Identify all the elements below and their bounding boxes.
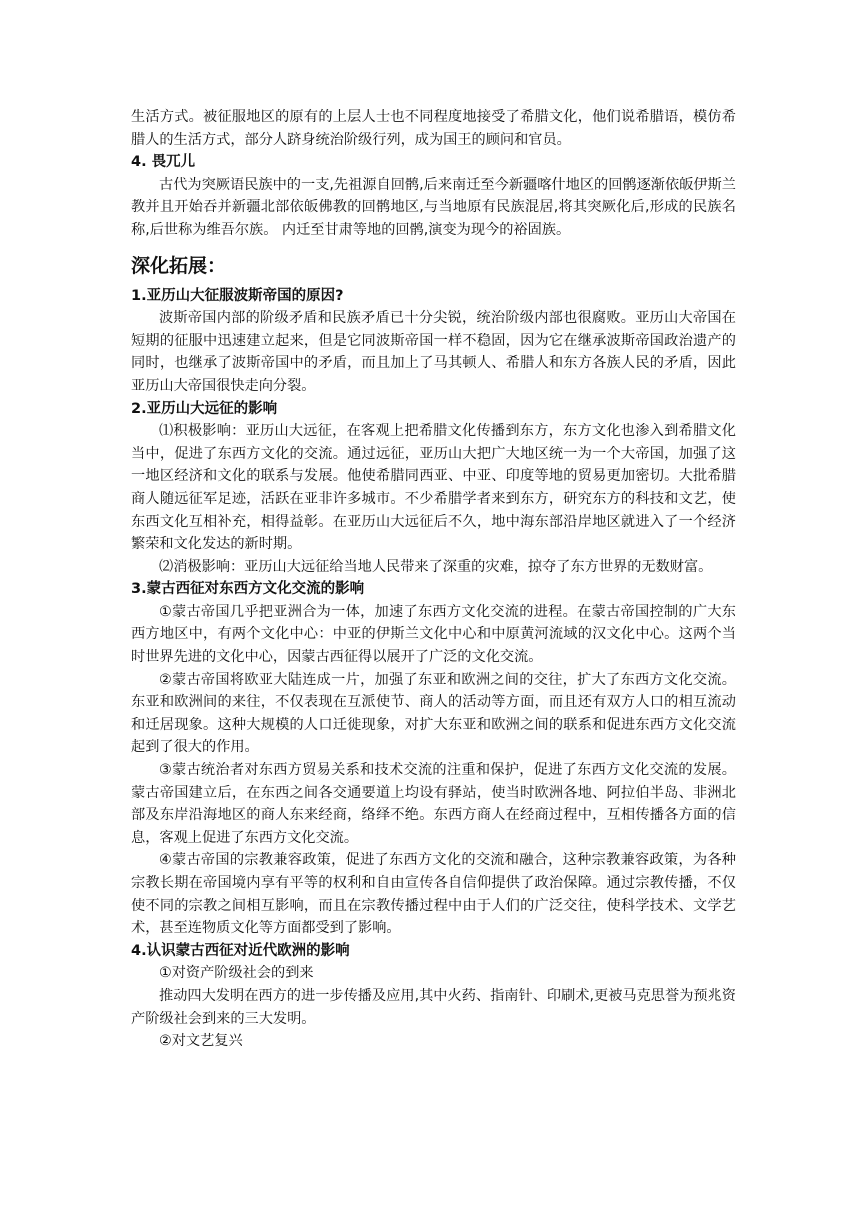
answer-paragraph: ②蒙古帝国将欧亚大陆连成一片，加强了东亚和欧洲之间的交往，扩大了东西方文化交流。东亚和欧洲间的来往，不仅表现在互派使节、商人的活动等方面，而且还有双方人口的相互流动和迁居现象。这种大规模的人口迁徙现象，对扩大东亚和欧洲之间的联系和促进东西方文化交流起到了很大的作用。: [131, 671, 736, 756]
section-title: 深化拓展：: [131, 254, 227, 277]
term-heading: 4. 畏兀儿: [131, 154, 196, 171]
text-column: [131, 106, 736, 1053]
question-heading: 2.亚历山大远征的影响: [131, 400, 278, 417]
intro-paragraph: 生活方式。被征服地区的原有的上层人士也不同程度地接受了希腊文化，他们说希腊语，模仿希腊人的生活方式，部分人跻身统治阶级行列，成为国王的顾问和官员。: [131, 109, 736, 148]
answer-paragraph: ③蒙古统治者对东西方贸易关系和技术交流的注重和保护，促进了东西方文化交流的发展。蒙古帝国建立后，在东西之间各交通要道上均设有驿站，使当时欧洲各地、阿拉伯半岛、非洲北部及东岸沿海地区的商人东来经商，络绎不绝。东西方商人在经商过程中，互相传播各方面的信息，客观上促进了东西方文化交流。: [131, 762, 736, 846]
answer-paragraph: 波斯帝国内部的阶级矛盾和民族矛盾已十分尖锐，统治阶级内部也很腐败。亚历山大帝国在短期的征服中迅速建立起来，但是它同波斯帝国一样不稳固，因为它在继承波斯帝国政治遗产的同时，也继承了波斯帝国中的矛盾，而且加上了马其顿人、希腊人和东方各族人民的矛盾，因此亚历山大帝国很快走向分裂。: [131, 310, 736, 394]
answer-paragraph: ⑴积极影响：亚历山大远征，在客观上把希腊文化传播到东方，东方文化也渗入到希腊文化当中，促进了东西方文化的交流。通过远征，亚历山大把广大地区统一为一个大帝国，加强了这一地区经济和文化的联系与发展。他使希腊同西亚、中亚、印度等地的贸易更加密切。大批希腊商人随远征军足迹，活跃在亚非许多城市。不少希腊学者来到东方，研究东方的科技和文艺，使东西文化互相补充，相得益彰。在亚历山大远征后不久，地中海东部沿岸地区就进入了一个经济繁荣和文化发达的新时期。: [131, 423, 736, 553]
answer-paragraph: ①对资产阶级社会的到来: [159, 965, 314, 982]
answer-paragraph: 推动四大发明在西方的进一步传播及应用,其中火药、指南针、印刷术,更被马克思誉为预兆资产阶级社会到来的三大发明。: [131, 987, 736, 1027]
question-heading: 1.亚历山大征服波斯帝国的原因?: [131, 287, 344, 304]
answer-paragraph: ①蒙古帝国几乎把亚洲合为一体，加速了东西方文化交流的进程。在蒙古帝国控制的广大东西方地区中，有两个文化中心：中亚的伊斯兰文化中心和中原黄河流域的汉文化中心。这两个当时世界先进的文化中心，因蒙古西征得以展开了广泛的文化交流。: [131, 603, 736, 666]
term-paragraph: 古代为突厥语民族中的一支,先祖源自回鹘,后来南迁至今新疆喀什地区的回鹘逐渐依皈伊斯兰教并且开始吞并新疆北部依皈佛教的回鹘地区,与当地原有民族混居,将其突厥化后,形成的民族名称,后世称为维吾尔族。 内迁至甘肃等地的回鹘,演变为现今的裕固族。: [131, 176, 736, 238]
answer-paragraph: ②对文艺复兴: [159, 1033, 243, 1050]
question-heading: 3.蒙古西征对东西方文化交流的影响: [131, 581, 365, 598]
question-heading: 4.认识蒙古西征对近代欧洲的影响: [131, 942, 350, 959]
answer-paragraph: ⑵消极影响：亚历山大远征给当地人民带来了深重的灾难，掠夺了东方世界的无数财富。: [159, 558, 713, 575]
answer-paragraph: ④蒙古帝国的宗教兼容政策，促进了东西方文化的交流和融合，这种宗教兼容政策，为各种宗教长期在帝国境内享有平等的权利和自由宣传各自信仰提供了政治保障。通过宗教传播，不仅使不同的宗教之间相互影响，而且在宗教传播过程中由于人们的广泛交往，使科学技术、文学艺术，甚至连物质文化等方面都受到了影响。: [131, 852, 736, 937]
